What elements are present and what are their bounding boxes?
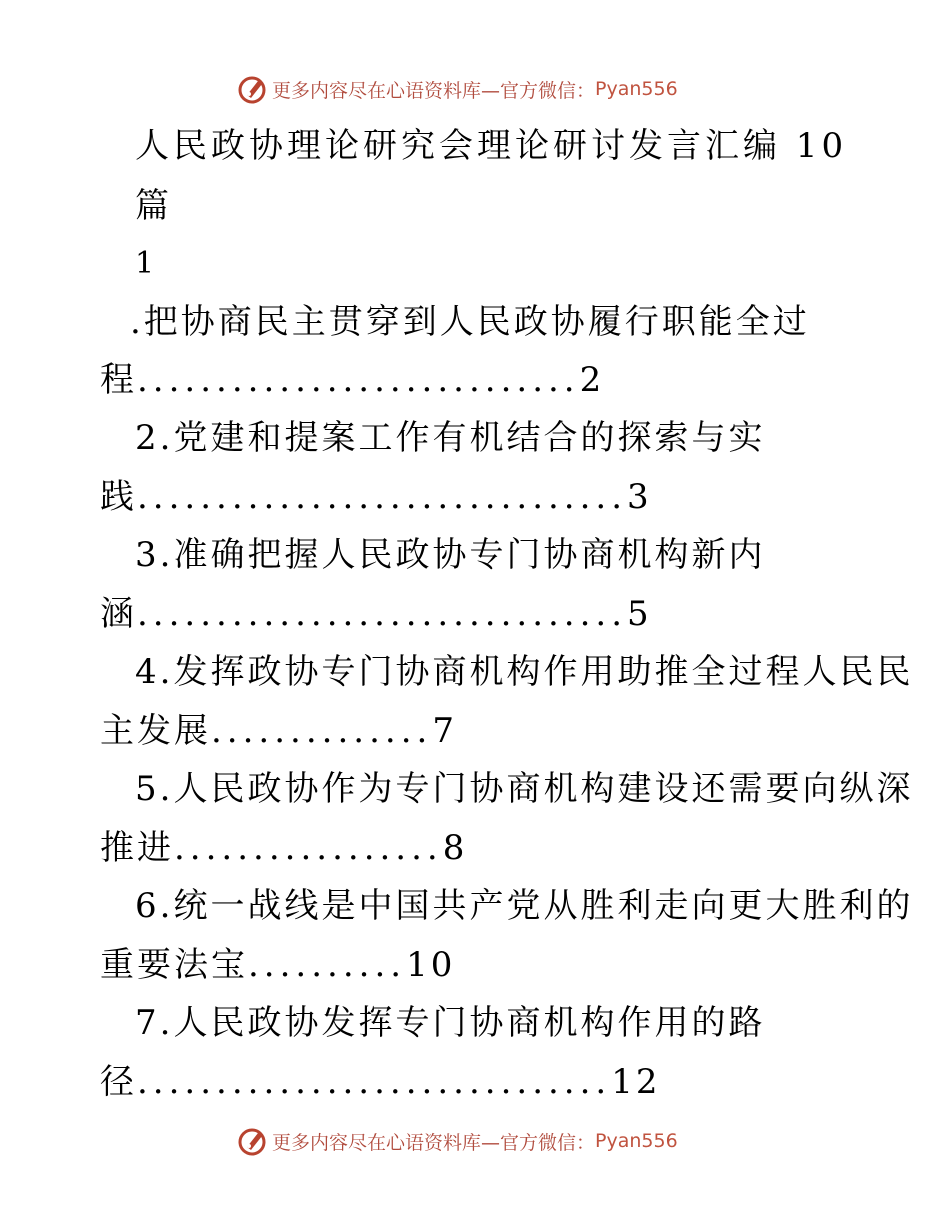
footer-banner-text: 更多内容尽在心语资料库—官方微信： (272, 1131, 596, 1154)
toc-entry-1-page: 2 (579, 360, 605, 400)
toc-entry-6-title-end: 重要法宝 (100, 945, 248, 985)
toc-entry-2-title-end: 践 (100, 477, 137, 517)
toc-entry-5-page: 8 (442, 828, 468, 868)
document-title-line-2: 篇 (135, 186, 172, 226)
toc-entry-7-title: 7.人民政协发挥专门协商机构作用的路 (135, 1003, 766, 1043)
toc-entry-5-title: 5.人民政协作为专门协商机构建设还需要向纵深 (135, 769, 914, 809)
toc-entry-6-page: 10 (406, 945, 456, 985)
toc-entry-4-leader: .............. (211, 711, 433, 751)
toc-entry-2-leader: ............................... (137, 477, 628, 517)
footer-banner-wechat-id: Pyan556 (595, 1130, 678, 1152)
header-banner-text: 更多内容尽在心语资料库—官方微信： (272, 79, 596, 102)
toc-entry-1-title: .把协商民主贯穿到人民政协履行职能全过 (130, 302, 810, 342)
toc-entry-4-page: 7 (432, 711, 457, 751)
toc-entry-3-title-end: 涵 (100, 594, 137, 634)
toc-entry-1-title-end: 程 (100, 360, 137, 400)
toc-entry-7-page: 12 (611, 1062, 661, 1102)
toc-entry-5-continuation (100, 826, 467, 870)
toc-entry-1-continuation (100, 358, 604, 402)
pen-nib-logo-icon (238, 74, 268, 104)
toc-entry-2-page: 3 (627, 477, 652, 517)
toc-entry-7-continuation (100, 1060, 661, 1104)
toc-entry-6-title: 6.统一战线是中国共产党从胜利走向更大胜利的 (135, 886, 914, 926)
toc-entry-7-title-end: 径 (100, 1062, 137, 1102)
toc-entry-7-leader: .............................. (137, 1062, 612, 1102)
toc-entry-5-title-end: 推进 (100, 828, 174, 868)
toc-entry-5-leader: ................. (174, 828, 443, 868)
footer-banner (238, 1124, 678, 1158)
toc-entry-2-title: 2.党建和提案工作有机结合的探索与实 (135, 418, 766, 458)
toc-entry-4-continuation (100, 709, 457, 753)
toc-entry-3-leader: ............................... (137, 594, 628, 634)
toc-entry-1-leader: ............................ (137, 360, 580, 400)
document-title-line-1: 人民政协理论研究会理论研讨发言汇编 10 (135, 126, 848, 166)
toc-entry-3-continuation (100, 592, 652, 636)
toc-entry-3-page: 5 (627, 594, 652, 634)
toc-entry-2-continuation (100, 475, 652, 519)
toc-entry-4-title: 4.发挥政协专门协商机构作用助推全过程人民民 (135, 652, 914, 692)
pen-nib-logo-icon (238, 1126, 268, 1156)
toc-entry-3-title: 3.准确把握人民政协专门协商机构新内 (135, 535, 766, 575)
toc-entry-6-leader: .......... (248, 945, 407, 985)
toc-heading-number: 1 (135, 246, 158, 281)
header-banner-wechat-id: Pyan556 (595, 78, 678, 100)
toc-entry-6-continuation (100, 943, 455, 987)
toc-entry-4-title-end: 主发展 (100, 711, 211, 751)
header-banner (238, 72, 678, 106)
